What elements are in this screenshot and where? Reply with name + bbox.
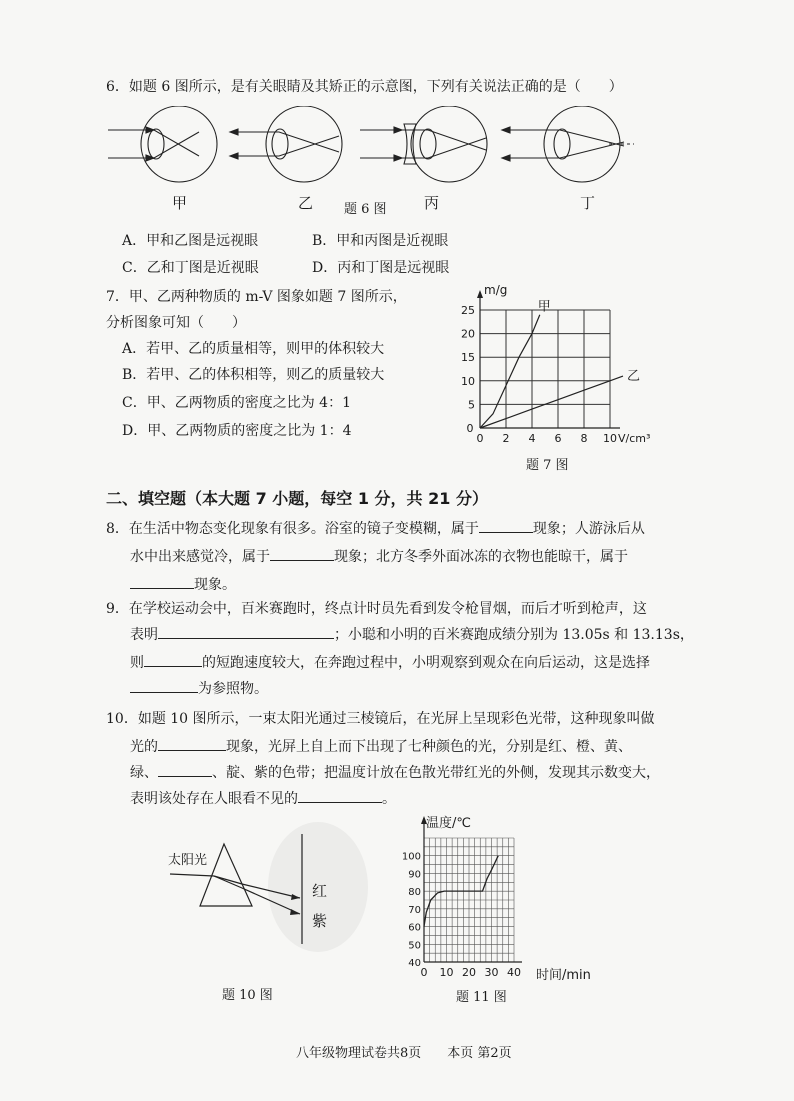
q10-blank-1[interactable]	[158, 736, 226, 751]
q9-text-2b: ；小聪和小明的百米赛跑成绩分别为 13.05s 和 13.13s，	[334, 627, 694, 643]
q7-stem-line2: 分析图象可知（ ）	[106, 315, 246, 331]
q9-text-2a: 表明	[130, 627, 158, 643]
q8-text-2b: 现象；北方冬季外面冰冻的衣物也能晾干，属于	[334, 549, 628, 565]
q6-option-a: A．甲和乙图是远视眼	[122, 233, 259, 249]
series-line-yi	[480, 376, 623, 428]
q7-option-b: B．若甲、乙的体积相等，则乙的质量较大	[122, 367, 385, 383]
page-footer: 八年级物理试卷共8页 本页 第2页	[296, 1046, 512, 1061]
q10-blank-2[interactable]	[158, 762, 212, 777]
x-tick-label: 8	[580, 432, 588, 445]
x-tick-label: 0	[420, 966, 428, 979]
q9-blank-1[interactable]	[158, 624, 334, 639]
origin-label: 0	[466, 422, 474, 435]
q8-text-3: 现象。	[194, 577, 236, 593]
q10-line4	[130, 788, 396, 808]
sunlight-label: 太阳光	[168, 853, 208, 868]
x-tick-label: 10	[439, 966, 454, 979]
y-tick-label: 10	[461, 374, 475, 388]
prism-shape	[200, 844, 252, 906]
y-tick-label: 20	[461, 327, 475, 341]
q8-line1	[106, 518, 645, 538]
q10-line1: 10．如题 10 图所示，一束太阳光通过三棱镜后，在光屏上呈现彩色光带，这种现象叫做	[106, 711, 655, 727]
eye-label-jia: 甲	[172, 194, 188, 212]
y-tick-label: 60	[408, 922, 421, 934]
temperature-time-chart	[386, 816, 546, 980]
q9-line3	[130, 652, 650, 672]
y-tick-label: 15	[461, 351, 475, 365]
incoming-sunlight-ray	[170, 874, 214, 876]
q8-line2	[130, 546, 628, 566]
q10-text-2a: 光的	[130, 739, 158, 755]
q10-text-3a: 绿、	[130, 765, 158, 781]
series-label-jia: 甲	[537, 299, 551, 315]
q9-blank-2[interactable]	[144, 652, 202, 667]
q8-blank-2[interactable]	[270, 546, 334, 561]
series-label-yi: 乙	[627, 369, 641, 385]
figure10-caption: 题 10 图	[222, 988, 273, 1003]
q8-blank-1[interactable]	[479, 518, 533, 533]
q10-line2	[130, 736, 632, 756]
q10-line3	[130, 762, 660, 782]
y-tick-label: 80	[408, 887, 421, 899]
red-band-label: 红	[312, 882, 328, 900]
q6-option-d: D．丙和丁图是远视眼	[312, 260, 450, 276]
q6-option-c: C．乙和丁图是近视眼	[122, 260, 259, 276]
q10-text-3b: 、靛、紫的色带；把温度计放在色散光带红光的外侧，发现其示数变大，	[212, 765, 660, 781]
x-tick-label: 6	[554, 432, 562, 445]
q8-text-1b: 现象；人游泳后从	[532, 521, 645, 537]
q9-line1: 9．在学校运动会中，百米赛跑时，终点计时员先看到发令枪冒烟，而后才听到枪声，这	[106, 601, 647, 617]
q10-text-2b: 现象，光屏上自上而下出现了七种颜色的光，分别是红、橙、黄、	[226, 739, 632, 755]
q7-option-c: C．甲、乙两物质的密度之比为 4：1	[122, 395, 351, 411]
figure7-caption: 题 7 图	[526, 458, 569, 473]
eye-diagram-jia	[108, 106, 217, 182]
x-tick-label: 0	[476, 432, 484, 445]
y-tick-label: 40	[408, 958, 421, 969]
q10-blank-3[interactable]	[298, 788, 382, 803]
q9-line4	[130, 678, 268, 698]
figure11-caption: 题 11 图	[456, 990, 507, 1005]
mass-volume-chart	[456, 282, 666, 454]
q7-option-d: D．甲、乙两物质的密度之比为 1：4	[122, 423, 352, 439]
eye-diagram-yi	[230, 106, 342, 182]
y-tick-label: 100	[401, 851, 421, 863]
y-tick-label: 50	[408, 940, 421, 952]
figure6-caption: 题 6 图	[344, 202, 387, 217]
x-tick-label: 10	[603, 432, 617, 445]
y-tick-label: 90	[408, 869, 421, 881]
q9-line2	[130, 624, 694, 644]
x-tick-label: 30	[484, 966, 499, 979]
y-tick-label: 70	[408, 904, 421, 916]
q10-text-4b: 。	[382, 791, 396, 807]
y-axis-label: m/g	[484, 283, 508, 297]
q9-blank-3[interactable]	[130, 678, 198, 693]
y-tick-label: 5	[468, 398, 475, 412]
y-tick-label: 25	[461, 304, 475, 317]
q8-text-1a: 8．在生活中物态变化现象有很多。浴室的镜子变模糊，属于	[106, 521, 479, 537]
x-tick-label: 20	[462, 966, 476, 979]
eye-label-bing: 丙	[424, 194, 440, 212]
q10-text-4a: 表明该处存在人眼看不见的	[130, 791, 298, 807]
section-heading: 二、填空题（本大题 7 小题，每空 1 分，共 21 分）	[106, 489, 488, 508]
eye-label-yi: 乙	[298, 194, 314, 212]
q6-stem: 6．如题 6 图所示，是有关眼睛及其矫正的示意图，下列有关说法正确的是（ ）	[106, 79, 623, 95]
q7-stem-line1: 7．甲、乙两种物质的 m-V 图象如题 7 图所示，	[106, 289, 407, 305]
q8-line3	[130, 574, 236, 594]
eye-diagrams	[104, 106, 644, 196]
q7-option-a: A．若甲、乙的质量相等，则甲的体积较大	[122, 341, 385, 357]
eye-diagram-ding	[502, 106, 634, 182]
eye-label-ding: 丁	[580, 194, 596, 212]
q9-text-4: 为参照物。	[198, 681, 268, 697]
x-tick-label: 2	[502, 432, 510, 445]
violet-band-label: 紫	[312, 912, 328, 930]
x-tick-label: 4	[528, 432, 536, 445]
q9-text-3a: 则	[130, 655, 144, 671]
q6-option-b: B．甲和丙图是近视眼	[312, 233, 449, 249]
temp-axis-title: 温度/℃	[426, 816, 471, 831]
x-axis-label: V/cm³	[618, 432, 651, 445]
eye-diagram-bing	[360, 106, 487, 182]
x-tick-label: 40	[507, 966, 521, 979]
q8-blank-3[interactable]	[130, 574, 194, 589]
time-axis-title: 时间/min	[536, 968, 591, 983]
q8-text-2a: 水中出来感觉冷，属于	[130, 549, 270, 565]
q9-text-3b: 的短跑速度较大，在奔跑过程中，小明观察到观众在向后运动，这是选择	[202, 655, 650, 671]
y-axis-arrow	[421, 816, 427, 824]
y-axis-arrow	[477, 290, 483, 298]
series-line-jia	[480, 315, 540, 428]
